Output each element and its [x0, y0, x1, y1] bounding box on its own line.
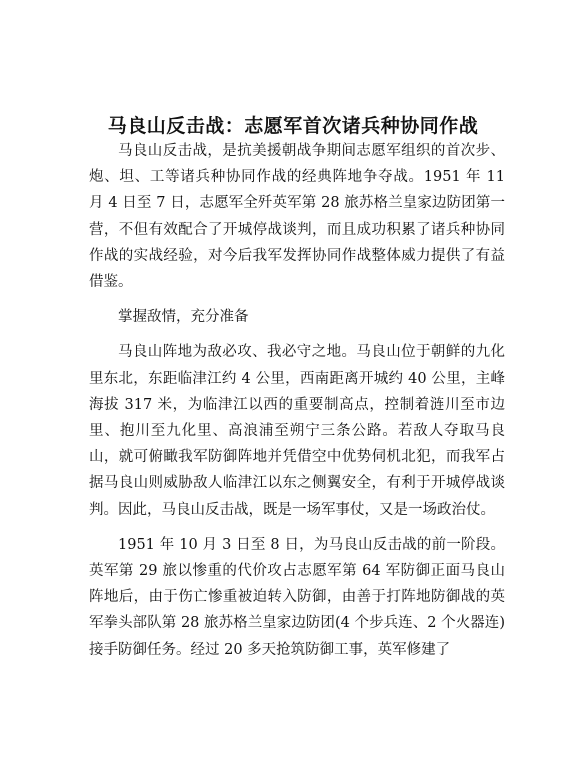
paragraph-intro: 马良山反击战，是抗美援朝战争期间志愿军组织的首次步、炮、坦、工等诸兵种协同作战的经典阵地争夺战。1951 年 11 月 4 日至 7 日，志愿军全歼英军第 28 旅苏格兰皇家边防团第一营，不但有效配合了开城停战谈判，而且成功积累了诸兵种协同作战的实战经验，对今后我军发挥协同作战整体威力提供了有益借鉴。 — [89, 143, 505, 291]
article-body — [89, 138, 505, 663]
paragraph-terrain: 马良山阵地为敌必攻、我必守之地。马良山位于朝鲜的九化里东北，东距临津江约 4 公里，西南距离开城约 40 公里，主峰海拔 317 米，为临津江以西的重要制高点，控制着涟川至市边里、抱川至九化里、高浪浦至朔宁三条公路。若敌人夺取马良山，就可俯瞰我军防御阵地并凭借空中优势伺机北犯，而我军占据马良山则威胁敌人临津江以东之侧翼安全，有利于开城停战谈判。因此，马良山反击战，既是一场军事仗，又是一场政治仗。 — [89, 344, 505, 518]
section-heading: 掌握敌情，充分准备 — [118, 309, 249, 326]
paragraph-prelude: 1951 年 10 月 3 日至 8 日，为马良山反击战的前一阶段。英军第 29 旅以惨重的代价攻占志愿军第 64 军防御正面马良山阵地后，由于伤亡惨重被迫转入防御，由善于打阵地防御战的英军拳头部队第 28 旅苏格兰皇家边防团(4 个步兵连、2 个火器连)接手防御任务。经过 20 多天抢筑防御工事，英军修建了 — [89, 536, 505, 658]
article-title: 马良山反击战：志愿军首次诸兵种协同作战 — [107, 114, 479, 137]
